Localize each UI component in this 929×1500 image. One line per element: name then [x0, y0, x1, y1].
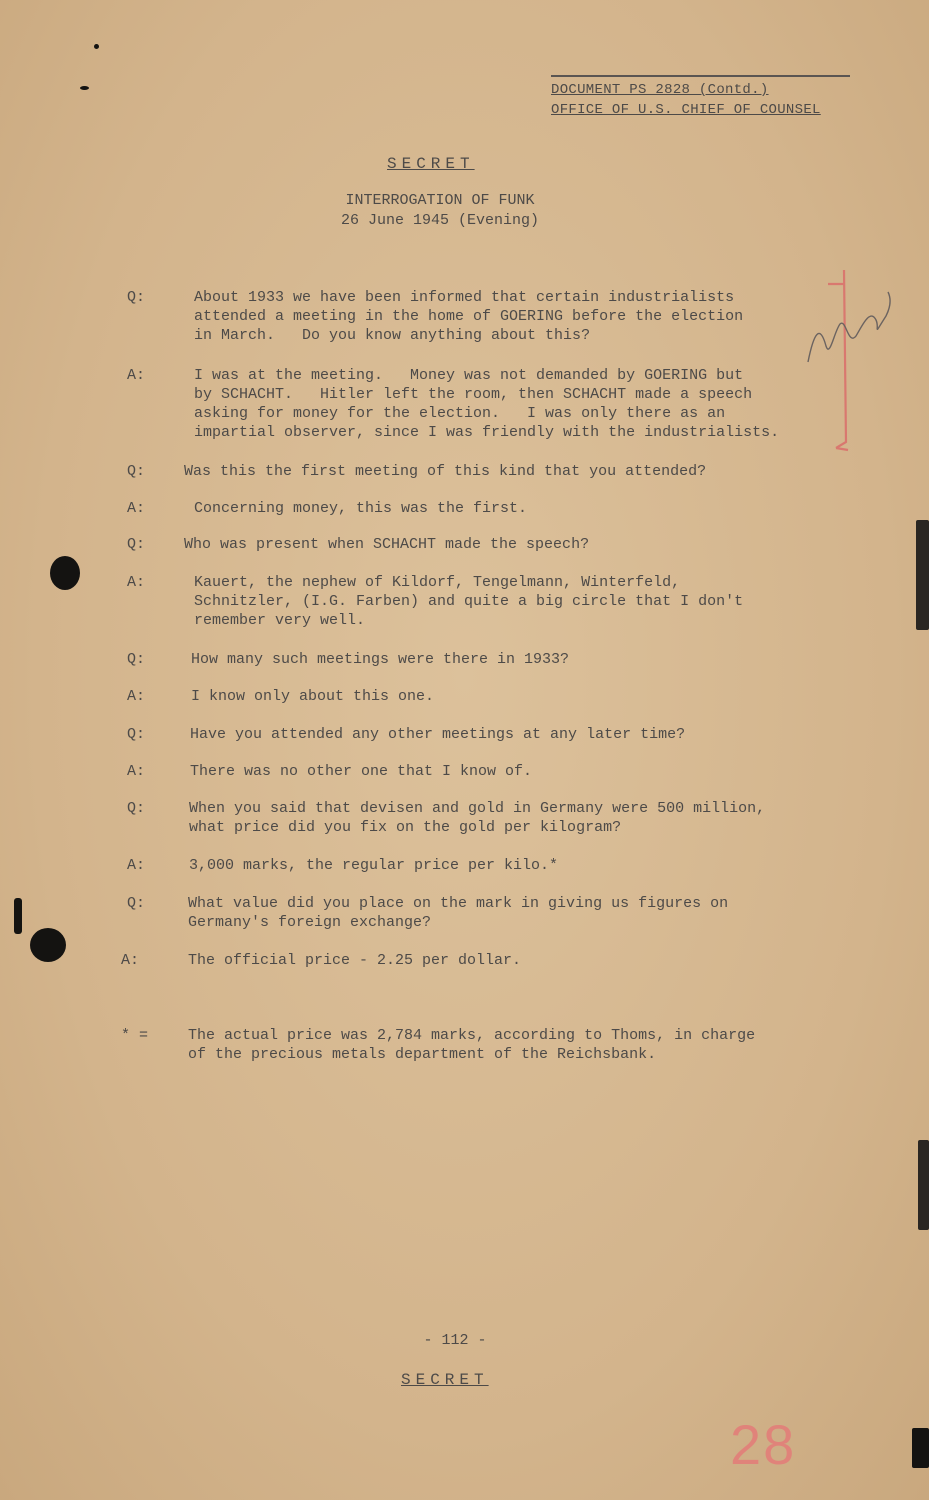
speaker-label: A: [127, 574, 146, 591]
red-pencil-bracket-icon [800, 262, 910, 462]
edge-shadow [912, 1428, 929, 1468]
document-number: DOCUMENT PS 2828 (Contd.) [551, 82, 769, 98]
speaker-label: Q: [127, 895, 146, 912]
exchange-text: 3,000 marks, the regular price per kilo.* [189, 857, 559, 874]
page-number: - 112 - [423, 1332, 487, 1349]
ink-blot [14, 898, 22, 934]
exchange-text: There was no other one that I know of. [190, 763, 533, 780]
speaker-label: A: [127, 763, 146, 780]
ink-speck [94, 44, 99, 49]
classification-top: SECRET [387, 155, 475, 173]
exchange-text: Concerning money, this was the first. [194, 500, 528, 517]
exchange-text: Was this the first meeting of this kind that you attended? [184, 463, 707, 480]
exchange-text: Kauert, the nephew of Kildorf, Tengelmann, Winterfeld, Schnitzler, (I.G. Farben) and quite a big circle that I don't remember very well. [194, 574, 744, 629]
exchange-text: When you said that devisen and gold in Germany were 500 million, what price did you fix on the gold per kilogram? [189, 800, 766, 836]
speaker-label: Q: [127, 289, 146, 306]
speaker-label: Q: [127, 726, 146, 743]
header-rule [551, 75, 850, 77]
stamp-number: 28 [730, 1413, 797, 1476]
exchange-text: Who was present when SCHACHT made the speech? [184, 536, 590, 553]
speaker-label: A: [127, 367, 146, 384]
document-header [551, 75, 850, 120]
ink-speck [80, 86, 89, 90]
speaker-label: A: [127, 688, 146, 705]
exchange-text: Have you attended any other meetings at any later time? [190, 726, 686, 743]
speaker-label: Q: [127, 800, 146, 817]
title-line-1: INTERROGATION OF FUNK [345, 192, 535, 209]
ink-blot [30, 928, 66, 962]
speaker-label: Q: [127, 463, 146, 480]
footnote-mark: * = [121, 1027, 149, 1044]
speaker-label: A: [127, 857, 146, 874]
speaker-label: A: [127, 500, 146, 517]
title-line-2: 26 June 1945 (Evening) [340, 212, 540, 229]
document-title [250, 191, 630, 231]
exchange-text: How many such meetings were there in 1933? [191, 651, 570, 668]
exchange-text: The official price - 2.25 per dollar. [188, 952, 522, 969]
speaker-label: A: [121, 952, 140, 969]
exchange-text: What value did you place on the mark in giving us figures on Germany's foreign exchange? [188, 895, 729, 931]
classification-bottom: SECRET [401, 1371, 489, 1389]
exchange-text: I know only about this one. [191, 688, 435, 705]
exchange-text: About 1933 we have been informed that certain industrialists attended a meeting in the home of GOERING before the election in March. Do you know anything about this? [194, 289, 744, 344]
edge-shadow [916, 520, 929, 630]
speaker-label: Q: [127, 536, 146, 553]
ink-blot [50, 556, 80, 590]
edge-shadow [918, 1140, 929, 1230]
speaker-label: Q: [127, 651, 146, 668]
exchange-text: I was at the meeting. Money was not demanded by GOERING but by SCHACHT. Hitler left the room, then SCHACHT made a speech asking for money for the election. I was only there as an impartial observer, since I was friendly with the industrialists. [194, 367, 780, 441]
footnote-text: The actual price was 2,784 marks, according to Thoms, in charge of the precious metals department of the Reichsbank. [188, 1027, 756, 1063]
office-name: OFFICE OF U.S. CHIEF OF COUNSEL [551, 102, 821, 118]
